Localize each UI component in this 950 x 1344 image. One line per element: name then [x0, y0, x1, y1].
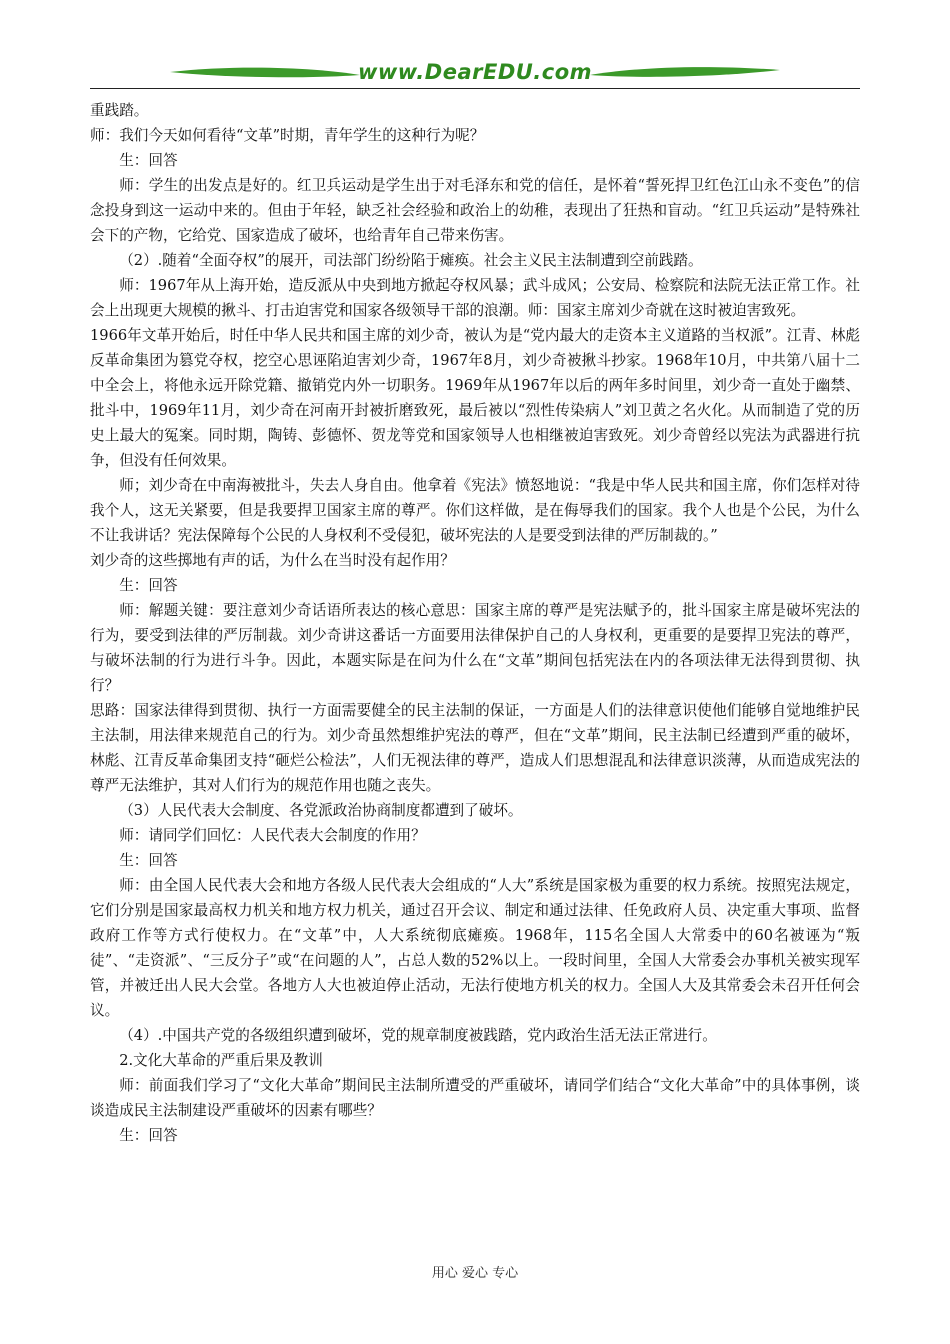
- paragraph: 师：由全国人民代表大会和地方各级人民代表大会组成的“人大”系统是国家极为重要的权力系统。按照宪法规定，它们分别是国家最高权力机关和地方权力机关，通过召开会议、制定和通过法律、任免政府人员、决定重大事项、监督政府工作等方式行使权力。在“文革”中，人大系统彻底瘫痪。1968年，115名全国人大常委中的60名被诬为“叛徒”、“走资派”、“三反分子”或“在问题的人”，占总人数的52%以上。一段时间里，全国人大常委会办事机关被实现军管，并被迁出人民大会堂。各地方人大也被迫停止活动，无法行使地方机关的权力。全国人大及其常委会未召开任何会议。: [90, 877, 860, 1019]
- paragraph: （2）.随着“全面夺权”的展开，司法部门纷纷陷于瘫痪。社会主义民主法制遭到空前践踏。: [119, 252, 703, 269]
- paragraph: 师：我们今天如何看待“文革”时期，青年学生的这种行为呢？: [90, 127, 485, 144]
- paragraph: 师：解题关键：要注意刘少奇话语所表达的核心意思：国家主席的尊严是宪法赋予的，批斗国家主席是破坏宪法的行为，要受到法律的严厉制裁。刘少奇讲这番话一方面要用法律保护自己的人身权利，更重要的是要捍卫宪法的尊严，与破坏法制的行为进行斗争。因此，本题实际是在问为什么在“文革”期间包括宪法在内的各项法律无法得到贯彻、执行？: [90, 602, 860, 694]
- page-footer: 用心 爱心 专心: [431, 1266, 519, 1281]
- paragraph: 思路：国家法律得到贯彻、执行一方面需要健全的民主法制的保证，一方面是人们的法律意识使他们能够自觉地维护民主法制，用法律来规范自己的行为。刘少奇虽然想维护宪法的尊严，但在“文革”期间，民主法制已经遭到严重的破坏，林彪、江青反革命集团支持“砸烂公检法”，人们无视法律的尊严，造成人们思想混乱和法律意识淡薄，从而造成宪法的尊严无法维护，其对人们行为的规范作用也随之丧失。: [90, 702, 860, 794]
- site-header: [90, 58, 860, 92]
- site-logo-text[interactable]: www.DearEDU.com: [357, 60, 593, 84]
- paragraph: 重践踏。: [90, 102, 149, 119]
- paragraph: 刘少奇的这些掷地有声的话，为什么在当时没有起作用？: [90, 552, 455, 569]
- paragraph: 师：前面我们学习了“文化大革命”期间民主法制所遭受的严重破坏，请同学们结合“文化大革命”中的具体事例，谈谈造成民主法制建设严重破坏的因素有哪些？: [90, 1077, 860, 1119]
- paragraph: 师；刘少奇在中南海被批斗，失去人身自由。他拿着《宪法》愤怒地说：“我是中华人民共和国主席，你们怎样对待我个人，这无关紧要，但是我要捍卫国家主席的尊严。你们这样做，是在侮辱我们的国家。我个人也是个公民，为什么不让我讲话？宪法保障每个公民的人身权利不受侵犯，破坏宪法的人是要受到法律的严厉制裁的。”: [90, 477, 860, 544]
- document-body: [90, 98, 860, 1148]
- paragraph: 1966年文革开始后，时任中华人民共和国主席的刘少奇，被认为是“党内最大的走资本主义道路的当权派”。江青、林彪反革命集团为篡党夺权，挖空心思诬陷迫害刘少奇，1967年8月，刘少奇被揪斗抄家。1968年10月，中共第八届十二中全会上，将他永远开除党籍、撤销党内外一切职务。1969年从1967年以后的两年多时间里，刘少奇一直处于幽禁、批斗中，1969年11月，刘少奇在河南开封被折磨致死，最后被以“烈性传染病人”刘卫黄之名火化。从而制造了党的历史上最大的冤案。同时期，陶铸、彭德怀、贺龙等党和国家领导人也相继被迫害致死。刘少奇曾经以宪法为武器进行抗争，但没有任何效果。: [90, 327, 860, 469]
- paragraph: （4）.中国共产党的各级组织遭到破坏，党的规章制度被践踏，党内政治生活无法正常进行。: [119, 1027, 717, 1044]
- paragraph: （3）人民代表大会制度、各党派政治协商制度都遭到了破坏。: [119, 802, 523, 819]
- paragraph: 师：请同学们回忆：人民代表大会制度的作用？: [119, 827, 426, 844]
- header-rule: [90, 88, 860, 89]
- paragraph: 生：回答: [119, 852, 178, 869]
- paragraph: 2.文化大革命的严重后果及教训: [119, 1052, 323, 1069]
- paragraph: 师：1967年从上海开始，造反派从中央到地方掀起夺权风暴；武斗成风；公安局、检察院和法院无法正常工作。社会上出现更大规模的揪斗、打击迫害党和国家各级领导干部的浪潮。师：国家主席刘少奇就在这时被迫害致死。: [90, 277, 860, 319]
- paragraph: 生：回答: [119, 152, 178, 169]
- paragraph: 师：学生的出发点是好的。红卫兵运动是学生出于对毛泽东和党的信任，是怀着“誓死捍卫红色江山永不变色”的信念投身到这一运动中来的。但由于年轻，缺乏社会经验和政治上的幼稚，表现出了狂热和盲动。“红卫兵运动”是特殊社会下的产物，它给党、国家造成了破坏，也给青年自己带来伤害。: [90, 177, 860, 244]
- paragraph: 生：回答: [119, 577, 178, 594]
- paragraph: 生：回答: [119, 1127, 178, 1144]
